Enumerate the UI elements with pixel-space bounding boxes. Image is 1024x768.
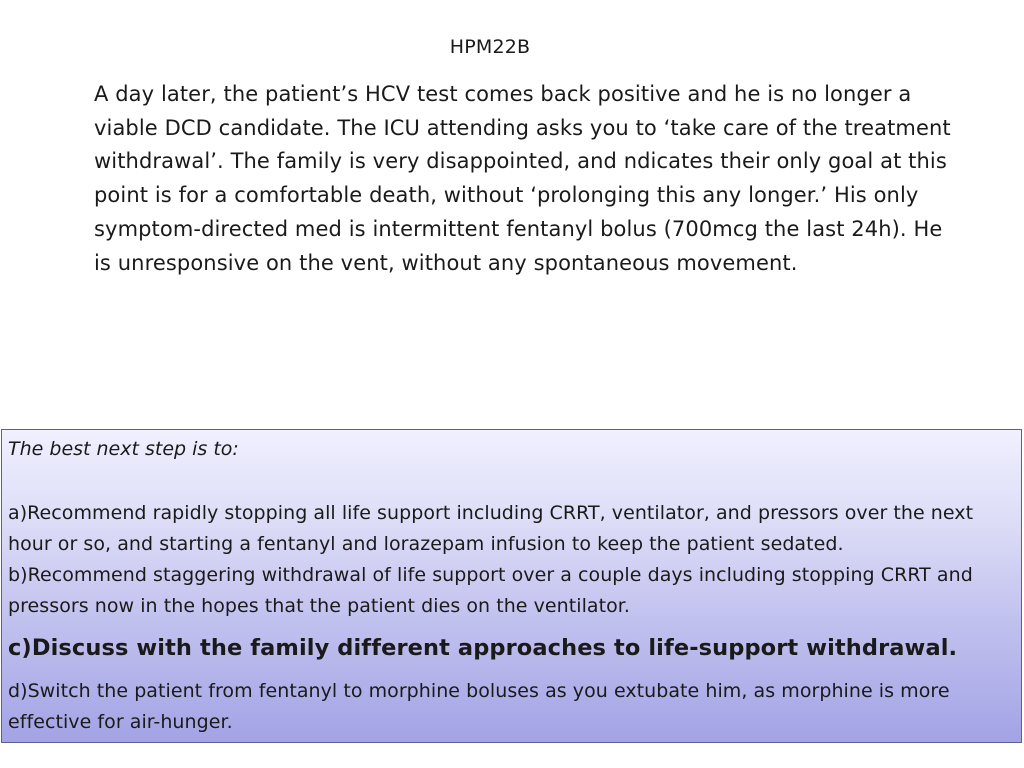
question-prompt: The best next step is to: bbox=[8, 438, 239, 460]
option-b: b)Recommend staggering withdrawal of life support over a couple days including stopping CRRT and pressors now in the hopes that the patient dies on the ventilator. bbox=[8, 564, 973, 617]
question-box bbox=[1, 429, 1022, 743]
option-a: a)Recommend rapidly stopping all life support including CRRT, ventilator, and pressors over the next hour or so, and starting a fentanyl and lorazepam infusion to keep the patient sedated. bbox=[8, 502, 974, 555]
slide-title: HPM22B bbox=[449, 36, 531, 58]
option-d: d)Switch the patient from fentanyl to morphine boluses as you extubate him, as morphine is more effective for air-hunger. bbox=[8, 680, 950, 733]
case-description: A day later, the patient’s HCV test comes back positive and he is no longer a viable DCD candidate. The ICU attending asks you to ‘take care of the treatment withdrawal’. The family is very disappointed, and ndicates their only goal at this point is for a comfortable death, without ‘prolonging this any longer.’ His only symptom-directed med is intermittent fentanyl bolus (700mcg the last 24h). He is unresponsive on the vent, without any spontaneous movement. bbox=[94, 82, 951, 275]
option-c-answer: c)Discuss with the family different approaches to life-support withdrawal. bbox=[8, 635, 958, 661]
